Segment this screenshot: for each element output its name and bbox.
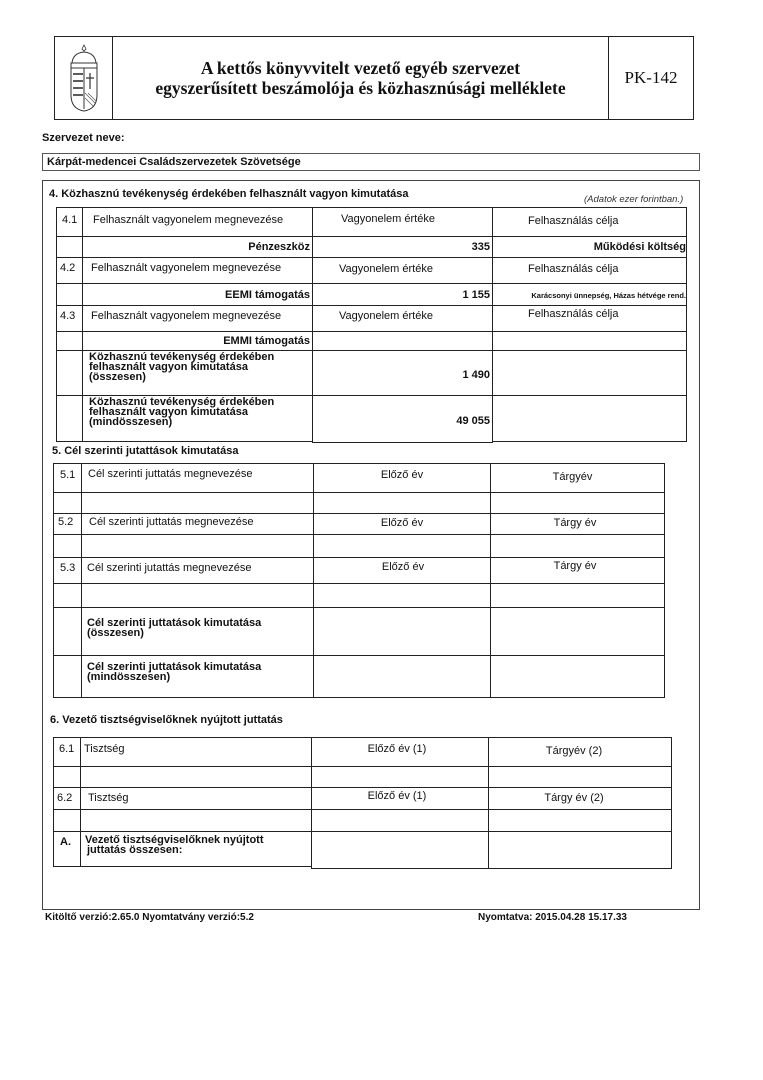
section5-title: 5. Cél szerinti jutattások kimutatása — [52, 445, 239, 457]
row-6-2-name-header: Tisztség — [88, 792, 129, 804]
total-4-label-line3: (összesen) — [89, 371, 146, 383]
row-5-3-curr-header: Tárgy év — [553, 560, 597, 572]
form-header — [54, 36, 694, 120]
total-5-label-line1: Cél szerinti juttatások kimutatása — [87, 617, 262, 629]
row-4-3-value-cell[interactable] — [312, 331, 493, 351]
grand-total-5-prev-cell[interactable] — [313, 655, 491, 698]
total-5-blank-cell — [53, 607, 82, 656]
grand-total-4-label — [89, 397, 274, 427]
row-6-2-num: 6.2 — [57, 792, 73, 804]
row-5-1-name-cell[interactable] — [81, 492, 314, 514]
grand-total-5-curr-cell[interactable] — [490, 655, 665, 698]
total-6-label-line2: juttatás összesen: — [87, 844, 183, 856]
row-5-2-prev-cell[interactable] — [313, 534, 491, 558]
row-5-3-blank-cell — [53, 583, 82, 608]
row-5-2-blank-cell — [53, 534, 82, 558]
row-4-2-blank-cell — [56, 283, 83, 306]
total-5-label — [87, 618, 261, 638]
row-5-1-prev-header: Előző év — [380, 469, 424, 481]
total-5-curr-cell[interactable] — [490, 607, 665, 656]
total-4-purpose-cell[interactable] — [492, 350, 687, 396]
row-6-2-prev-header: Előző év (1) — [367, 790, 427, 802]
total-4-label-line1: Közhasznú tevékenység érdekében — [89, 351, 275, 363]
row-4-2-num: 4.2 — [60, 262, 76, 274]
row-4-1-purpose-header: Felhasználás célja — [528, 215, 619, 227]
row-4-2-name-header: Felhasznált vagyonelem megnevezése — [91, 262, 282, 274]
row-4-3-purpose-header: Felhasználás célja — [528, 308, 619, 320]
row-5-2-prev-header: Előző év — [380, 517, 424, 529]
row-6-1-name-cell[interactable] — [80, 766, 312, 788]
form-title-line1: A kettős könyvvitelt vezető egyéb szervezet — [200, 58, 521, 78]
grand-total-4-label-line3: (mindösszesen) — [89, 416, 173, 428]
row-6-1-curr-cell[interactable] — [488, 766, 672, 788]
row-5-3-prev-cell[interactable] — [313, 583, 491, 608]
row-6-2-name-cell[interactable] — [80, 809, 312, 832]
total-4-label — [89, 352, 274, 382]
grand-total-5-label — [87, 662, 261, 682]
row-5-3-curr-cell[interactable] — [490, 583, 665, 608]
row-4-1-name-header: Felhasznált vagyonelem megnevezése — [93, 214, 284, 226]
row-4-1-num: 4.1 — [62, 214, 78, 226]
row-4-2-value-header: Vagyonelem értéke — [339, 263, 433, 275]
row-4-2-name: EEMI támogatás — [225, 289, 310, 301]
form-title — [113, 37, 609, 119]
footer-version: Kitöltő verzió:2.65.0 Nyomtatvány verzió:5.2 — [45, 912, 254, 923]
row-5-1-num: 5.1 — [60, 469, 76, 481]
row-6-1-blank-cell — [53, 766, 81, 788]
row-6-2-curr-header: Tárgy év (2) — [544, 792, 604, 804]
row-4-3-blank-cell — [56, 331, 83, 351]
grand-total-4-label-line1: Közhasznú tevékenység érdekében — [89, 396, 275, 408]
total-5-label-line2: (összesen) — [87, 627, 144, 639]
total-6-curr-cell[interactable] — [488, 831, 672, 869]
total-4-value: 1 490 — [462, 369, 490, 381]
grand-total-5-label-line2: (mindösszesen) — [87, 671, 171, 683]
organization-label: Szervezet neve: — [42, 132, 125, 144]
row-4-1-name: Pénzeszköz — [248, 241, 310, 253]
grand-total-4-blank-cell — [56, 395, 83, 442]
row-4-3-name: EMMI támogatás — [223, 335, 310, 347]
row-6-1-prev-cell[interactable] — [311, 766, 489, 788]
total-5-prev-cell[interactable] — [313, 607, 491, 656]
section4-title: 4. Közhasznú tevékenység érdekében felhasznált vagyon kimutatása — [49, 188, 409, 200]
row-5-2-name-cell[interactable] — [81, 534, 314, 558]
total-6-label-line1: Vezető tisztségviselőknek nyújtott — [85, 834, 264, 846]
row-5-2-name-header: Cél szerinti juttatás megnevezése — [89, 516, 254, 528]
row-5-1-name-header: Cél szerinti juttatás megnevezése — [88, 468, 253, 480]
coat-of-arms-icon — [55, 37, 113, 119]
currency-note: (Adatok ezer forintban.) — [584, 194, 684, 205]
row-4-2-purpose-header: Felhasználás célja — [528, 263, 619, 275]
row-5-1-curr-cell[interactable] — [490, 492, 665, 514]
grand-total-4-purpose-cell[interactable] — [492, 395, 687, 442]
grand-total-5-blank-cell — [53, 655, 82, 698]
row-4-1-purpose: Működési költség — [593, 241, 686, 253]
organization-name-field[interactable]: Kárpát-medencei Családszervezetek Szövetsége — [42, 153, 700, 171]
row-5-1-prev-cell[interactable] — [313, 492, 491, 514]
total-4-label-line2: felhasznált vagyon kimutatása — [89, 361, 248, 373]
row-5-1-curr-header: Tárgyév — [552, 471, 593, 483]
row-5-3-num: 5.3 — [60, 562, 76, 574]
total-6-label — [85, 835, 264, 855]
row-6-2-blank-cell — [53, 809, 81, 832]
row-4-3-num: 4.3 — [60, 310, 76, 322]
grand-total-5-label-line1: Cél szerinti juttatások kimutatása — [87, 661, 262, 673]
footer-printed-date: Nyomtatva: 2015.04.28 15.17.33 — [478, 912, 627, 923]
row-5-3-name-cell[interactable] — [81, 583, 314, 608]
total-4-blank-cell — [56, 350, 83, 396]
row-4-2-value: 1 155 — [462, 289, 490, 301]
row-6-1-name-header: Tisztség — [84, 743, 125, 755]
form-title-line2: egyszerűsített beszámolója és közhasznúsági melléklete — [155, 78, 566, 98]
row-4-2-purpose: Karácsonyi ünnepség, Házas hétvége rend. — [531, 291, 686, 300]
row-6-1-prev-header: Előző év (1) — [367, 743, 427, 755]
row-5-3-prev-header: Előző év — [381, 561, 425, 573]
row-6-1-num: 6.1 — [59, 743, 75, 755]
row-4-3-value-header: Vagyonelem értéke — [339, 310, 433, 322]
row-4-1-blank-cell — [56, 236, 83, 258]
row-4-3-name-header: Felhasznált vagyonelem megnevezése — [91, 310, 282, 322]
grand-total-4-value: 49 055 — [456, 415, 490, 427]
row-5-2-curr-cell[interactable] — [490, 534, 665, 558]
grand-total-4-label-line2: felhasznált vagyon kimutatása — [89, 406, 248, 418]
row-5-1-blank-cell — [53, 492, 82, 514]
row-5-2-curr-header: Tárgy év — [553, 517, 597, 529]
section6-title: 6. Vezető tisztségviselőknek nyújtott juttatás — [50, 714, 283, 726]
row-4-3-purpose-cell[interactable] — [492, 331, 687, 351]
row-4-1-value-header: Vagyonelem értéke — [341, 213, 435, 225]
row-5-3-name-header: Cél szerinti jutattás megnevezése — [87, 562, 252, 574]
row-6-1-curr-header: Tárgyév (2) — [545, 745, 603, 757]
row-6-2-prev-cell[interactable] — [311, 809, 489, 832]
total-6-prev-cell[interactable] — [311, 831, 489, 869]
row-6-2-curr-cell[interactable] — [488, 809, 672, 832]
row-4-1-value: 335 — [471, 241, 490, 253]
form-code: PK-142 — [624, 68, 678, 87]
row-5-2-num: 5.2 — [58, 516, 74, 528]
total-6-num: A. — [60, 836, 71, 848]
